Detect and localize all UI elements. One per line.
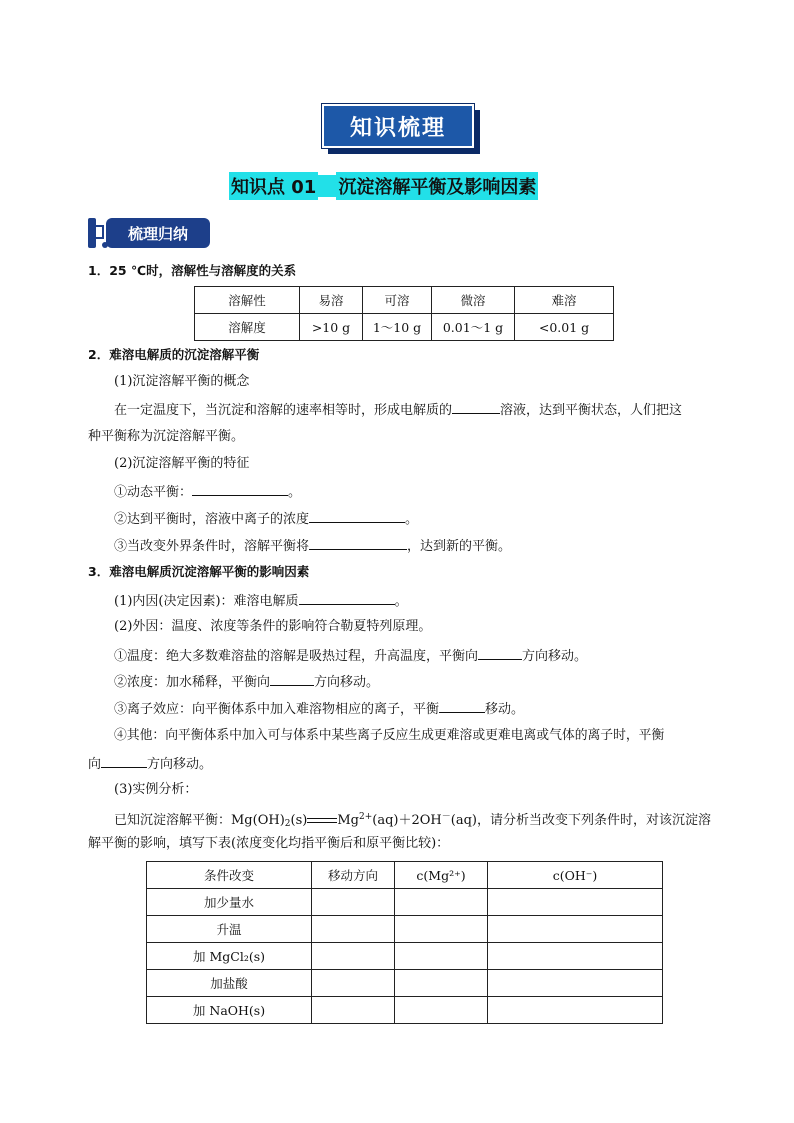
table-cell: <0.01 g	[515, 314, 614, 341]
table-cell: 升温	[147, 916, 312, 943]
fill-blank[interactable]	[452, 400, 500, 414]
table-cell: 加 NaOH(s)	[147, 997, 312, 1024]
s3-p1	[114, 591, 408, 611]
s3-p8: (3)实例分析：	[114, 782, 198, 797]
answer-cell[interactable]	[395, 970, 488, 997]
table-cell: >10 g	[300, 314, 363, 341]
text-span: 。	[288, 485, 302, 500]
subscript: 2	[284, 819, 291, 829]
equilibrium-arrow-icon	[307, 816, 337, 826]
text-span: 方向移动。	[522, 649, 588, 664]
title-banner	[322, 104, 482, 156]
s3-p7	[88, 754, 212, 774]
answer-cell[interactable]	[488, 970, 663, 997]
text-span: ②浓度：加水稀释，平衡向	[114, 675, 271, 690]
table-cell: 易溶	[300, 287, 363, 314]
analysis-table	[146, 861, 663, 1024]
answer-cell[interactable]	[312, 943, 395, 970]
s3-p4	[114, 672, 379, 692]
answer-cell[interactable]	[395, 943, 488, 970]
answer-cell[interactable]	[488, 943, 663, 970]
answer-cell[interactable]	[488, 997, 663, 1024]
knowledge-point-label: 知识点 01	[229, 172, 318, 200]
table-header-row	[147, 862, 663, 889]
fill-blank[interactable]	[309, 536, 407, 550]
text-span: ，达到新的平衡。	[407, 539, 512, 554]
table-row	[147, 943, 663, 970]
s1-heading: 1．25 ℃时，溶解性与溶解度的关系	[88, 263, 297, 278]
table-cell: 0.01～1 g	[432, 314, 515, 341]
table-row	[195, 314, 614, 341]
text-span: 移动。	[485, 702, 525, 717]
text-span: 。	[394, 594, 408, 609]
table-cell: 可溶	[363, 287, 432, 314]
s3-p3	[114, 646, 587, 666]
answer-cell[interactable]	[312, 889, 395, 916]
answer-cell[interactable]	[395, 889, 488, 916]
table-header-cell: 条件改变	[147, 862, 312, 889]
s2-p1: (1)沉淀溶解平衡的概念	[114, 374, 250, 389]
s3-p9-equation	[114, 808, 711, 833]
fill-blank[interactable]	[299, 591, 395, 605]
s3-heading: 3．难溶电解质沉淀溶解平衡的影响因素	[88, 564, 310, 579]
s2-p4: (2)沉淀溶解平衡的特征	[114, 456, 250, 471]
text-span: ②达到平衡时，溶液中离子的浓度	[114, 512, 310, 527]
table-row	[147, 970, 663, 997]
banner-title: 知识梳理	[322, 104, 474, 148]
s2-p7	[114, 536, 511, 556]
text-span: ①温度：绝大多数难溶盐的溶解是吸热过程，升高温度，平衡向	[114, 649, 479, 664]
table-header-cell: c(OH⁻)	[488, 862, 663, 889]
tag-hook-icon	[96, 225, 104, 239]
fill-blank[interactable]	[101, 754, 147, 768]
text-span: 在一定温度下，当沉淀和溶解的速率相等时，形成电解质的	[114, 403, 453, 418]
text-span: (s)	[290, 813, 308, 828]
fill-blank[interactable]	[270, 672, 314, 686]
answer-cell[interactable]	[312, 970, 395, 997]
table-header-cell: c(Mg²⁺)	[395, 862, 488, 889]
fill-blank[interactable]	[309, 509, 405, 523]
fill-blank[interactable]	[439, 699, 485, 713]
answer-cell[interactable]	[395, 916, 488, 943]
text-span: 溶液，达到平衡状态，人们把这	[500, 403, 683, 418]
table-cell: 难溶	[515, 287, 614, 314]
table-row	[147, 889, 663, 916]
table-cell: 微溶	[432, 287, 515, 314]
text-span: ③当改变外界条件时，溶解平衡将	[114, 539, 310, 554]
superscript: －	[441, 812, 451, 822]
s2-p6	[114, 509, 418, 529]
table-row	[147, 916, 663, 943]
table-row	[195, 287, 614, 314]
text-span: (aq)，请分析当改变下列条件时，对该沉淀溶	[450, 813, 711, 828]
highlight-gap	[318, 175, 336, 197]
answer-cell[interactable]	[312, 916, 395, 943]
text-span: 向	[88, 757, 102, 772]
knowledge-point-title	[229, 174, 538, 198]
s3-p2: (2)外因：温度、浓度等条件的影响符合勒夏特列原理。	[114, 619, 432, 634]
text-span: 方向移动。	[147, 757, 213, 772]
table-cell: 溶解性	[195, 287, 300, 314]
s2-heading: 2．难溶电解质的沉淀溶解平衡	[88, 347, 260, 362]
fill-blank[interactable]	[192, 482, 288, 496]
s2-p3: 种平衡称为沉淀溶解平衡。	[88, 429, 245, 444]
answer-cell[interactable]	[395, 997, 488, 1024]
table-cell: 溶解度	[195, 314, 300, 341]
text-span: (1)内因(决定因素)：难溶电解质	[114, 594, 299, 609]
s3-p6: ④其他：向平衡体系中加入可与体系中某些离子反应生成更难溶或更难电离或气体的离子时，平衡	[114, 728, 665, 743]
text-span: Mg	[337, 813, 359, 828]
superscript: 2+	[358, 812, 373, 822]
s2-p2	[114, 400, 682, 420]
s3-p5	[114, 699, 524, 719]
tag-bar-icon	[88, 218, 96, 248]
table-cell: 加 MgCl₂(s)	[147, 943, 312, 970]
section-tag	[88, 216, 212, 250]
solubility-table	[194, 286, 614, 341]
answer-cell[interactable]	[488, 916, 663, 943]
table-header-cell: 移动方向	[312, 862, 395, 889]
answer-cell[interactable]	[488, 889, 663, 916]
text-span: ①动态平衡：	[114, 485, 193, 500]
text-span: 已知沉淀溶解平衡：Mg(OH)	[114, 813, 285, 828]
table-cell: 加盐酸	[147, 970, 312, 997]
section-tag-label: 梳理归纳	[106, 218, 210, 248]
text-span: (aq)＋2OH	[372, 813, 442, 828]
s3-p10: 解平衡的影响，填写下表(浓度变化均指平衡后和原平衡比较)：	[88, 836, 450, 851]
s2-p5	[114, 482, 301, 502]
fill-blank[interactable]	[478, 646, 522, 660]
text-span: 方向移动。	[314, 675, 380, 690]
table-cell: 加少量水	[147, 889, 312, 916]
text-span: 。	[405, 512, 419, 527]
text-span: ③离子效应：向平衡体系中加入难溶物相应的离子，平衡	[114, 702, 440, 717]
knowledge-point-name: 沉淀溶解平衡及影响因素	[336, 172, 538, 200]
answer-cell[interactable]	[312, 997, 395, 1024]
table-cell: 1～10 g	[363, 314, 432, 341]
table-row	[147, 997, 663, 1024]
